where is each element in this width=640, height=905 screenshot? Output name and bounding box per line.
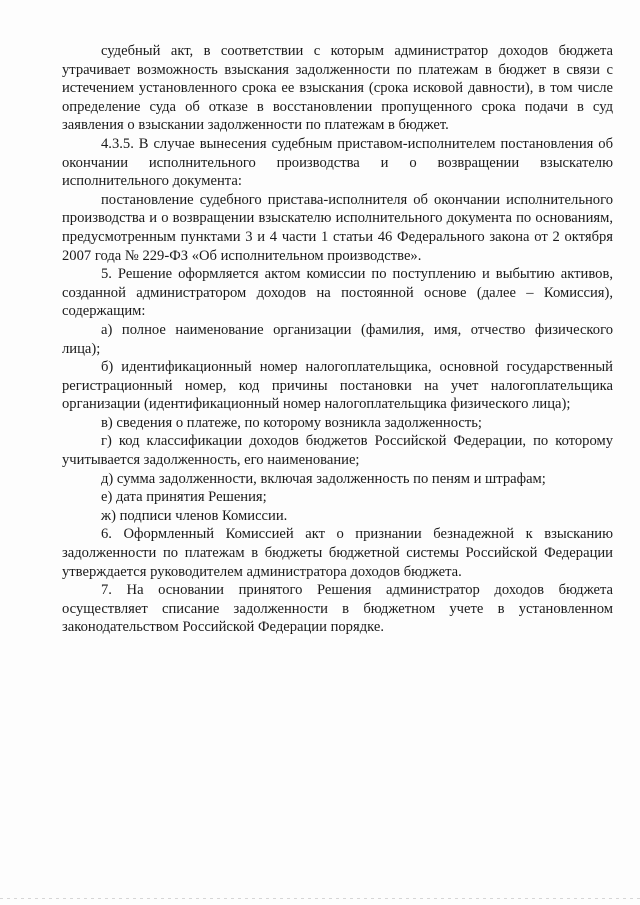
paragraph-bailiff-resolution: постановление судебного пристава-исполнителя об окончании исполнительного производства и о возвращении взыскателю исполнительного документа по основаниям, предусмотренным пунктами 3 и 4 части 1 статьи 46 Федерального закона от 2 октября 2007 года № 229-ФЗ «Об исполнительном производстве». [62,191,613,264]
paragraph-5-decision: 5. Решение оформляется актом комиссии по поступлению и выбытию активов, созданной администратором доходов на постоянной основе (далее – Комиссия), содержащим: [62,266,613,320]
paragraph-court-act: судебный акт, в соответствии с которым администратор доходов бюджета утрачивает возможность взыскания задолженности по платежам в бюджет в связи с истечением установленного срока ее взыскания (срока исковой давности), в том числе определение суда об отказе в восстановлении пропущенного срока подачи в суд заявления о взыскании задолженности по платежам в бюджет. [62,43,613,134]
scan-edge-line [0,898,640,899]
list-item-zh: ж) подписи членов Комиссии. [101,507,288,524]
list-item-v: в) сведения о платеже, по которому возникла задолженность; [101,414,482,431]
document-body [62,42,613,637]
paragraph-7-write-off: 7. На основании принятого Решения администратор доходов бюджета осуществляет списание задолженности в бюджетном учете в установленном законодательством Российской Федерации порядке. [62,582,613,636]
list-item-g: г) код классификации доходов бюджетов Российской Федерации, по которому учитывается задолженность, его наименование; [62,433,613,469]
list-item-a: а) полное наименование организации (фамилия, имя, отчество физического лица); [62,321,613,357]
list-item-b: б) идентификационный номер налогоплательщика, основной государственный регистрационный номер, код причины постановки на учет налогоплательщика организации (идентификационный номер налогоплательщика физического лица); [62,359,613,413]
list-item-d: д) сумма задолженности, включая задолженность по пеням и штрафам; [101,470,546,487]
list-item-e: е) дата принятия Решения; [101,489,267,506]
paragraph-6-act-approval: 6. Оформленный Комиссией акт о признании безнадежной к взысканию задолженности по платежам в бюджеты бюджетной системы Российской Федерации утверждается руководителем администратора доходов бюджета. [62,526,613,580]
paragraph-4-3-5: 4.3.5. В случае вынесения судебным приставом-исполнителем постановления об окончании исполнительного производства и о возвращении взыскателю исполнительного документа: [62,135,613,190]
